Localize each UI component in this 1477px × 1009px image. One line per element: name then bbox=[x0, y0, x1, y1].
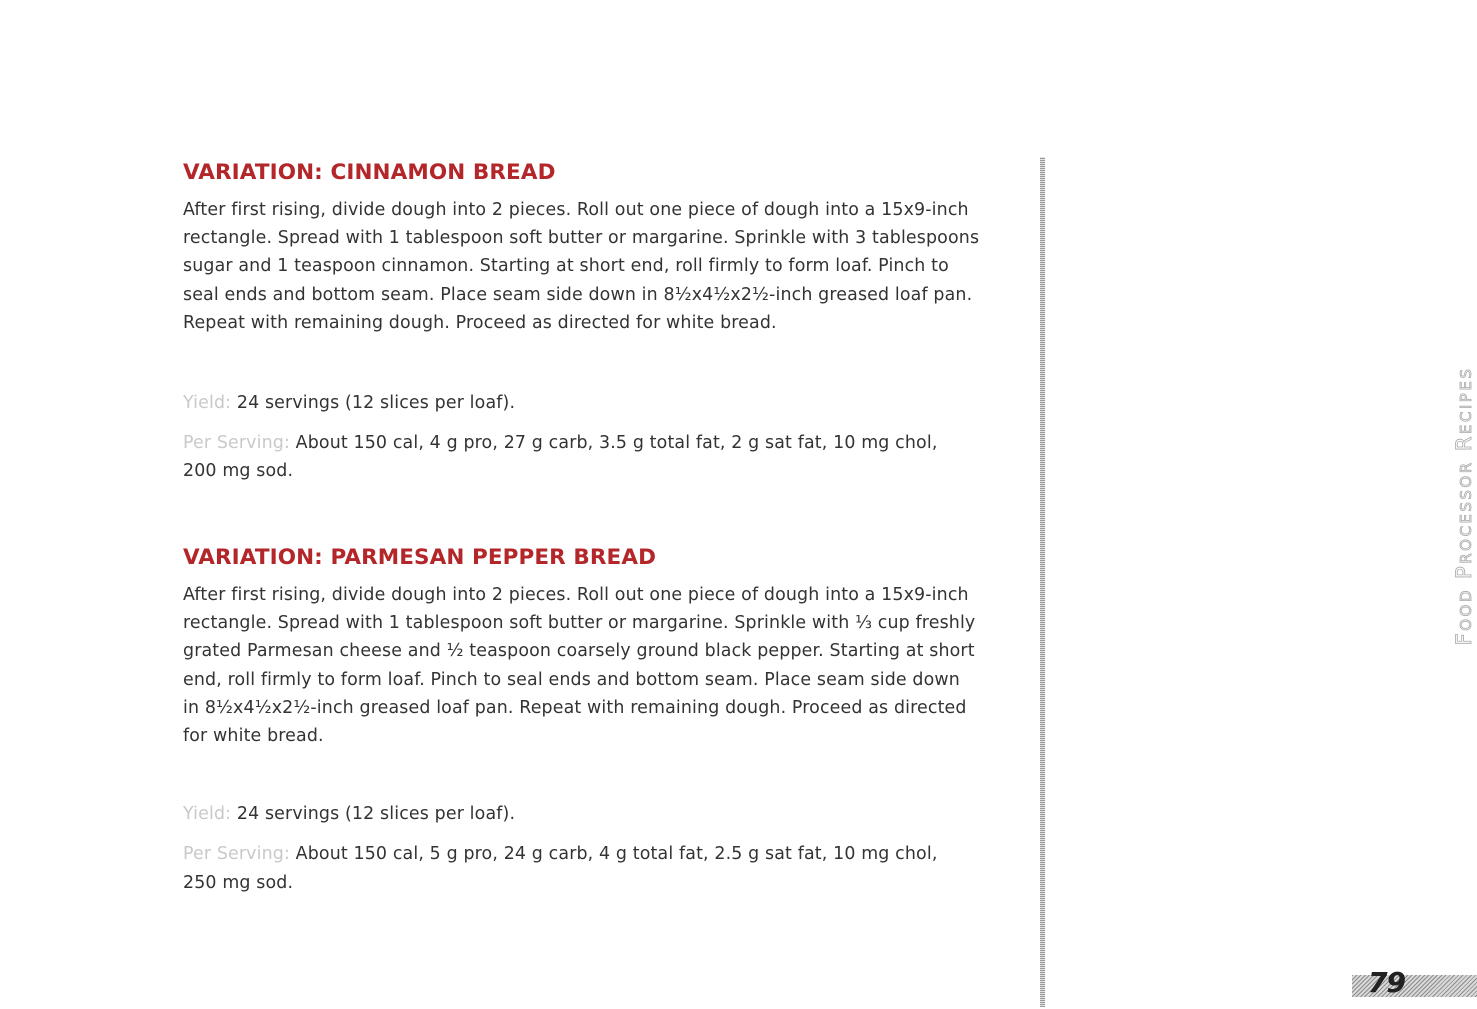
yield-value: 24 servings (12 slices per loaf). bbox=[231, 393, 516, 414]
parmesan-line: for white bread. bbox=[183, 726, 324, 747]
cinnamon-line: seal ends and bottom seam. Place seam side down in 8½x4½x2½-inch greased loaf pan. bbox=[183, 284, 973, 305]
per-serving-label: Per Serving: bbox=[183, 433, 290, 454]
cinnamon-yield bbox=[183, 389, 983, 417]
cinnamon-section bbox=[183, 160, 983, 486]
per-serving-value-cont: 200 mg sod. bbox=[183, 461, 294, 482]
per-serving-value-cont: 250 mg sod. bbox=[183, 872, 294, 893]
column-divider bbox=[1040, 157, 1045, 1007]
parmesan-line: in 8½x4½x2½-inch greased loaf pan. Repeat with remaining dough. Proceed as directed bbox=[183, 697, 967, 718]
cinnamon-nutrition bbox=[183, 429, 983, 485]
parmesan-heading: VARIATION: PARMESAN PEPPER BREAD bbox=[183, 545, 657, 570]
per-serving-value: About 150 cal, 5 g pro, 24 g carb, 4 g total fat, 2.5 g sat fat, 10 mg chol, bbox=[289, 844, 938, 865]
yield-label: Yield: bbox=[183, 804, 232, 825]
cinnamon-instructions bbox=[183, 196, 983, 337]
cinnamon-line: sugar and 1 teaspoon cinnamon. Starting at short end, roll firmly to form loaf. Pinch to bbox=[183, 256, 949, 277]
yield-value: 24 servings (12 slices per loaf). bbox=[231, 804, 516, 825]
parmesan-line: rectangle. Spread with 1 tablespoon soft butter or margarine. Sprinkle with ⅓ cup freshly bbox=[183, 613, 976, 634]
cinnamon-heading: VARIATION: CINNAMON BREAD bbox=[183, 160, 556, 185]
per-serving-label: Per Serving: bbox=[183, 844, 290, 865]
parmesan-section bbox=[183, 545, 983, 897]
cinnamon-line: rectangle. Spread with 1 tablespoon soft butter or margarine. Sprinkle with 3 tablespoons bbox=[183, 228, 980, 249]
side-title-text: Food Processor Recipes bbox=[1452, 366, 1476, 646]
page-number: 79 bbox=[1368, 966, 1405, 999]
parmesan-yield bbox=[183, 800, 983, 828]
parmesan-instructions bbox=[183, 581, 983, 750]
yield-label: Yield: bbox=[183, 393, 232, 414]
cinnamon-line: After first rising, divide dough into 2 pieces. Roll out one piece of dough into a 15x9-inch bbox=[183, 200, 969, 220]
parmesan-nutrition bbox=[183, 840, 983, 896]
cinnamon-line: Repeat with remaining dough. Proceed as directed for white bread. bbox=[183, 312, 777, 333]
parmesan-line: grated Parmesan cheese and ½ teaspoon coarsely ground black pepper. Starting at short bbox=[183, 641, 975, 662]
parmesan-line: After first rising, divide dough into 2 pieces. Roll out one piece of dough into a 15x9-inch bbox=[183, 585, 969, 605]
per-serving-value: About 150 cal, 4 g pro, 27 g carb, 3.5 g total fat, 2 g sat fat, 10 mg chol, bbox=[289, 433, 938, 454]
parmesan-line: end, roll firmly to form loaf. Pinch to seal ends and bottom seam. Place seam side down bbox=[183, 669, 960, 690]
